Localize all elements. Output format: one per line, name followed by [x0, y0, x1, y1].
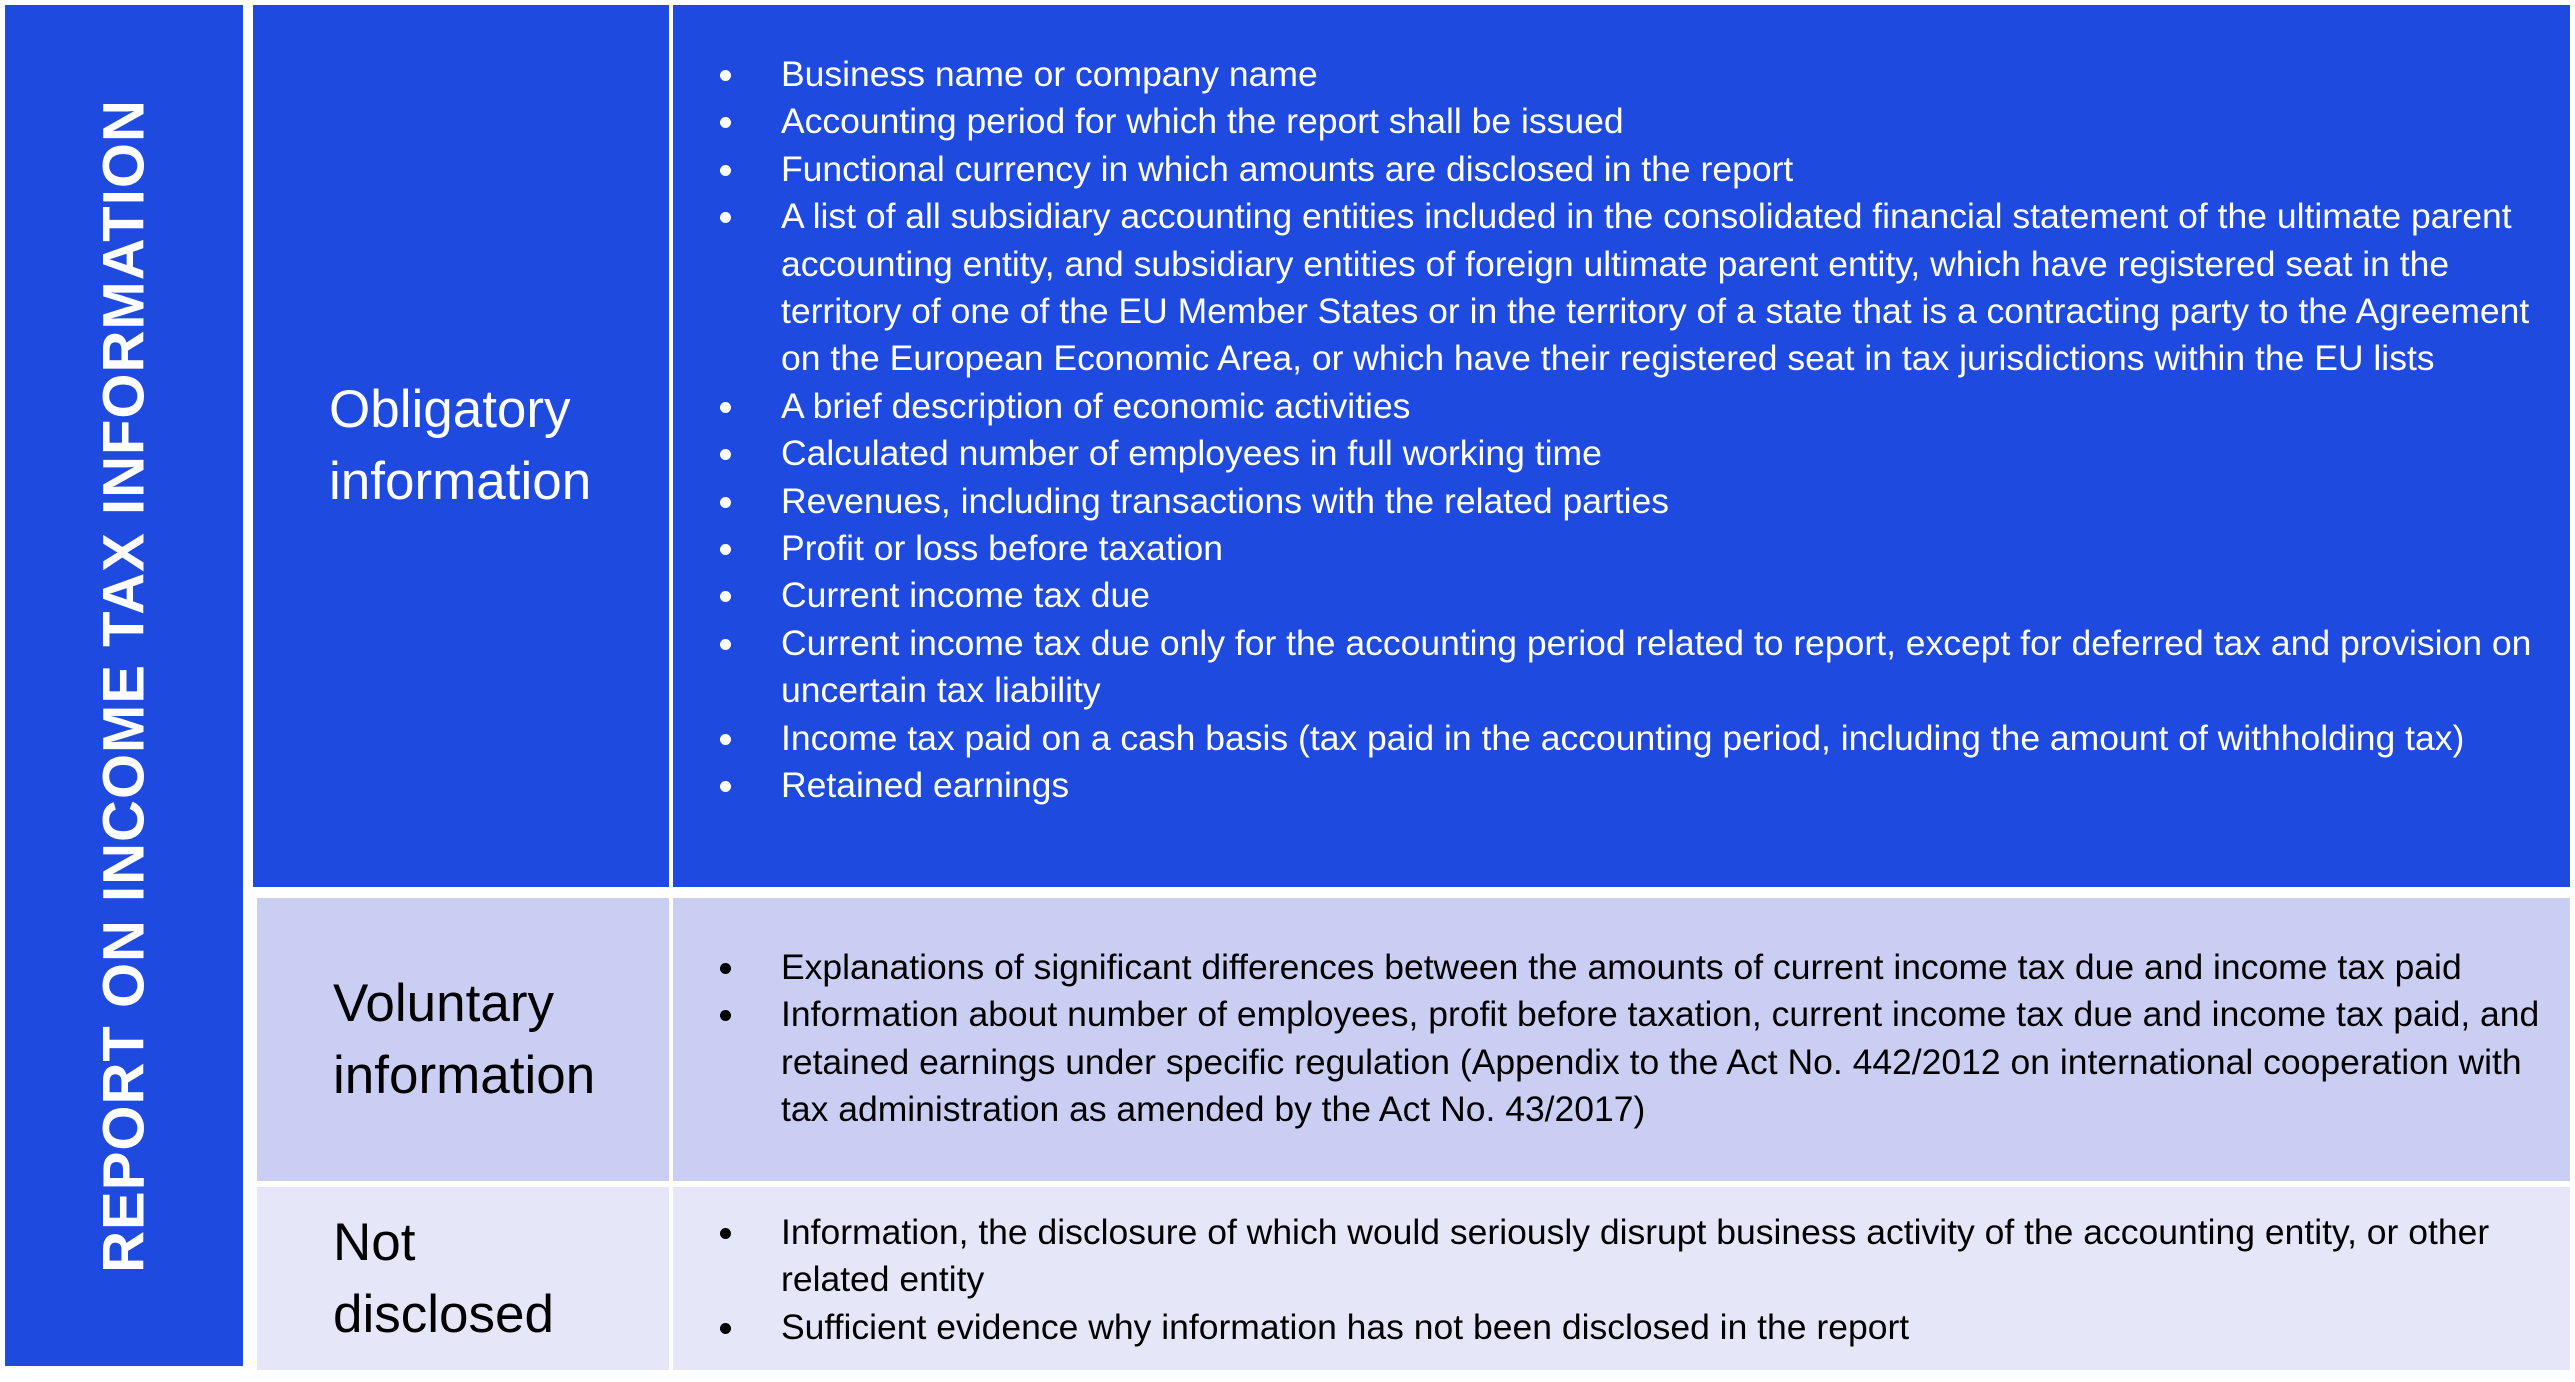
report-title: REPORT ON INCOME TAX INFORMATION	[91, 98, 157, 1273]
list-item: Retained earnings	[673, 762, 2570, 809]
list-item: A brief description of economic activities	[673, 383, 2570, 430]
list-item: A list of all subsidiary accounting entities included in the consolidated financial statement of the ultimate parent accounting entity, and subsidiary entities of foreign ultimate parent entity, which have registered seat in the territory of one of the EU Member States or in the territory of a state that is a contracting party to the Agreement on the European Economic Area, or which have their registered seat in tax jurisdictions within the EU lists	[673, 193, 2570, 383]
voluntary-label-line-1: Voluntary	[333, 973, 554, 1033]
list-item: Accounting period for which the report shall be issued	[673, 98, 2570, 145]
side-title-panel	[5, 5, 243, 1366]
obligatory-label-cell	[253, 5, 669, 887]
not-disclosed-label-cell	[257, 1187, 669, 1370]
voluntary-items-list	[673, 944, 2570, 1134]
list-item: Current income tax due	[673, 572, 2570, 619]
not-disclosed-items-cell	[673, 1187, 2570, 1370]
list-item: Current income tax due only for the accounting period related to report, except for deferred tax and provision on uncertain tax liability	[673, 620, 2570, 715]
list-item: Business name or company name	[673, 51, 2570, 98]
list-item: Profit or loss before taxation	[673, 525, 2570, 572]
obligatory-label	[329, 374, 591, 518]
not-disclosed-label-line-2: disclosed	[333, 1284, 554, 1344]
list-item: Calculated number of employees in full working time	[673, 430, 2570, 477]
list-item: Explanations of significant differences between the amounts of current income tax due and income tax paid	[673, 944, 2570, 991]
voluntary-items-cell	[673, 898, 2570, 1181]
list-item: Sufficient evidence why information has not been disclosed in the report	[673, 1304, 2570, 1351]
obligatory-items-list	[673, 51, 2570, 810]
not-disclosed-label	[333, 1207, 554, 1351]
list-item: Functional currency in which amounts are disclosed in the report	[673, 146, 2570, 193]
obligatory-label-line-2: information	[329, 452, 592, 511]
list-item: Income tax paid on a cash basis (tax paid in the accounting period, including the amount of withholding tax)	[673, 715, 2570, 762]
obligatory-items-cell	[673, 5, 2570, 887]
voluntary-label-cell	[257, 898, 669, 1181]
obligatory-label-line-1: Obligatory	[329, 380, 571, 439]
not-disclosed-items-list	[673, 1209, 2570, 1351]
voluntary-label-line-2: information	[333, 1045, 596, 1105]
list-item: Information, the disclosure of which would seriously disrupt business activity of the accounting entity, or other related entity	[673, 1209, 2570, 1304]
not-disclosed-label-line-1: Not	[333, 1212, 416, 1272]
list-item: Revenues, including transactions with the related parties	[673, 478, 2570, 525]
list-item: Information about number of employees, profit before taxation, current income tax due and income tax paid, and retained earnings under specific regulation (Appendix to the Act No. 442/2012 on international cooperation with tax administration as amended by the Act No. 43/2017)	[673, 991, 2570, 1133]
voluntary-label	[333, 968, 595, 1112]
